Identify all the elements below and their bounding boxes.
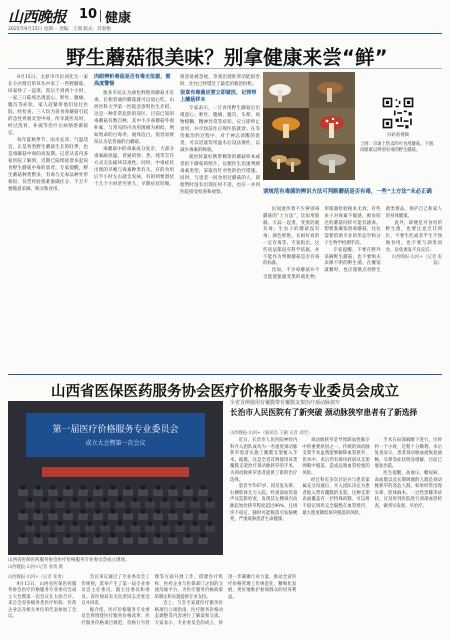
audience-seat: [33, 489, 43, 496]
audience-member: [58, 521, 63, 526]
audience-seat: [48, 489, 58, 496]
audience-seat: [130, 525, 140, 532]
audience-member: [186, 509, 191, 514]
paragraph: 手术在局部麻醉下进行，历时约一个小时，过程十分顺利。术后复查显示，患者颈动脉血流恢复通畅，头晕等症状明显缓解，目前已康复出院。: [374, 438, 442, 470]
audience-seat: [25, 501, 35, 508]
audience-member: [126, 533, 131, 538]
audience-seat: [63, 537, 73, 544]
photo-sidebar-caption: 上图：市场上售卖的可食用蘑菇。下图：肉眼难以辨别有毒的野生蘑菇。: [360, 142, 438, 154]
paragraph: 经过科室多次讨论并与患者家属充分沟通后，介入团队决定为患者植入带有覆膜的支架。这种支架表面覆盖有一层特殊的膜，可以将不稳定斑块完全隔绝在血管壁内，最大程度降低斑块脱落的风险。: [302, 477, 370, 516]
audience-seat: [145, 525, 155, 532]
mushroom-collage: [263, 72, 355, 180]
article2-columns: [8, 575, 297, 633]
section-rule: [8, 374, 442, 375]
audience-member: [28, 521, 33, 526]
article2-headline: 山西省医保医药服务协会医疗价格服务专业委员会成立: [51, 384, 399, 400]
audience-member: [201, 485, 206, 490]
audience-seat: [198, 513, 208, 520]
article1-byline: 山西晚报·山河+（记者 张磊）: [391, 254, 442, 267]
audience-member: [171, 509, 176, 514]
audience-seat: [175, 525, 185, 532]
audience-seat: [78, 489, 88, 496]
article3-columns: [230, 438, 442, 633]
page-number: 10: [79, 7, 98, 22]
audience-member: [141, 533, 146, 538]
audience-member: [111, 485, 116, 490]
section-divider: [100, 10, 101, 22]
audience-member: [51, 485, 56, 490]
paragraph: 很多市民认为颜色鲜艳的蘑菇才有毒，长相普通的蘑菇就可以放心吃。山西医科大学第一医院急诊科医生介绍，这是一种非常危险的误区。目前已知的毒蘑菇有数百种，其中不少毒蘑菇外观朴素，与常见的可食用菌极为相似，例如致命的白毒伞，通体洁白，很容易被误认为是普通的白蘑菇。: [94, 90, 174, 145]
audience-member: [178, 521, 183, 526]
article1-headline: 野生蘑菇很美味？别拿健康来尝“鲜”: [66, 46, 388, 69]
audience-seat: [153, 513, 163, 520]
paragraph: 比如，不少毒蘑菇并不含能使银器变黑的硫化物，用银器检验根本无效；有些虫子对毒素不敏感，被虫咬过的蘑菇同样可能有剧毒。想要准确鉴别毒蘑菇，往往需要借助专业的形态学和分子生物学检测手段。: [263, 207, 381, 280]
audience-seat: [123, 513, 133, 520]
masthead: [8, 6, 442, 26]
audience-member: [156, 485, 161, 490]
audience-seat: [40, 525, 50, 532]
screen-title: 第一届医疗价格服务专业委员会: [52, 425, 179, 435]
paragraph: 医生提醒，高血压、糖尿病、高血脂以及长期吸烟的人群是颈动脉狭窄的高危人群，如果经常出现头晕、肢体麻木、一过性黑矇等症状，应及时到医院进行颈部血管检查，做到早发现、早治疗。: [374, 470, 442, 509]
audience-seat: [138, 489, 148, 496]
audience-member: [21, 509, 26, 514]
audience-member: [51, 509, 56, 514]
paragraph: 近日，长治市人民医院神经内科介入团队成功为一名重度颈动脉狭窄患者实施了覆膜支架植入手术。据悉，这是全省首例使用该类覆膜支架治疗颈动脉狭窄的手术，为颈动脉狭窄患者提供了新的治疗选择。: [230, 438, 298, 483]
audience-member: [111, 533, 116, 538]
article1-left-columns: [8, 74, 260, 370]
audience-seat: [63, 489, 73, 496]
audience-member: [111, 509, 116, 514]
audience-seat: [160, 525, 170, 532]
audience-seat: [198, 537, 208, 544]
article2-byline: 山西晚报·山河+（记者 张勇）: [8, 575, 66, 580]
audience-seat: [25, 525, 35, 532]
audience-member: [141, 509, 146, 514]
audience-seat: [48, 513, 58, 520]
audience-member: [81, 509, 86, 514]
audience-member: [178, 497, 183, 502]
meeting-hall: [8, 401, 223, 555]
audience-seat: [48, 537, 58, 544]
qr-code-icon: [381, 96, 415, 130]
paragraph: 每年夏秋季节，雨水充沛、气温适宜，正是各类野生蘑菇生长的旺季，也是毒蘑菇中毒的高发期。记者从省内多家医院了解到，近期已陆续接诊多起误食野生蘑菇中毒的患者。专家提醒，野生蘑菇种类繁多，有毒与无毒品种外形相似，仅凭经验很难准确区分，千万不要随意采摘、购买和食用。: [8, 138, 88, 192]
paragraph: 据介绍，医疗价格服务专业委员会将围绕医疗服务价格改革、医疗服务价格项目规范、价格行为管理等方面开展工作，搭建医疗机构、医药企业与医保部门之间的交流沟通平台，为医疗服务价格政策的制定和实施提供专业支持。: [81, 575, 223, 626]
audience-seat: [18, 513, 28, 520]
paragraph: 颈动脉狭窄是导致缺血性脑卒中的重要原因之一。传统的颈动脉支架手术虽然能够解除血管狭窄，但术中、术后仍有斑块碎屑从支架网眼中脱落、造成远端血管栓塞的风险。: [302, 438, 370, 476]
audience-member: [156, 509, 161, 514]
audience-member: [126, 509, 131, 514]
audience-member: [208, 521, 213, 526]
audience-seat: [85, 525, 95, 532]
audience-member: [133, 497, 138, 502]
article3-kicker: 全省首例使用有覆膜带有覆膜支架治疗颈动脉狭窄: [230, 400, 341, 406]
audience-member: [58, 497, 63, 502]
audience-seat: [93, 537, 103, 544]
audience-seat: [168, 537, 178, 544]
audience-member: [51, 533, 56, 538]
audience-member: [81, 485, 86, 490]
audience-seat: [123, 537, 133, 544]
audience-member: [148, 521, 153, 526]
audience-seat: [18, 489, 28, 496]
audience-member: [66, 533, 71, 538]
audience-seat: [85, 501, 95, 508]
audience-seat: [198, 489, 208, 496]
presidium-table: [42, 467, 189, 477]
audience-seat: [100, 501, 110, 508]
audience-member: [88, 521, 93, 526]
article1-right-heading: 请规范有毒菌的辨识方法可判断蘑菇是否有毒，一些“土方法”未必正确: [263, 189, 432, 195]
headline-rule: [8, 68, 442, 69]
mushroom-photo: [263, 72, 355, 180]
audience-seat: [108, 537, 118, 544]
audience-seat: [153, 537, 163, 544]
paragraph: 专家表示，一旦食用野生蘑菇后出现恶心、呕吐、腹痛、腹泻、头晕、视物模糊、精神异常等症状，应立即停止食用，并尽快前往正规医院就诊。在等待救治的过程中，对于神志清醒的患者，可以适量饮用温水后设法催吐，以减少毒素的吸收。: [180, 106, 260, 153]
audience-member: [66, 485, 71, 490]
audience-seat: [183, 489, 193, 496]
article1-right-columns: [263, 207, 442, 370]
audience-seat: [168, 513, 178, 520]
qr-code[interactable]: [381, 96, 415, 130]
article3-headline: 长治市人民医院有了新突破 颈动脉狭窄患者有了新选择: [230, 408, 418, 417]
audience-member: [201, 533, 206, 538]
screen-subtitle: 成立大会暨第一次会议: [85, 440, 146, 447]
subheading: 肉眼辨析毒菇是否有毒无依据，需高度警惕: [94, 74, 171, 87]
masthead-rule: [8, 33, 442, 34]
audience-seat: [70, 501, 80, 508]
audience-seat: [55, 501, 65, 508]
audience-member: [88, 497, 93, 502]
audience-member: [171, 533, 176, 538]
audience-seat: [115, 501, 125, 508]
audience-seat: [70, 525, 80, 532]
audience-member: [171, 485, 176, 490]
audience-member: [186, 533, 191, 538]
article3-byline: 山西晚报·山河+（通讯员 王颖 记者 刘芳）: [230, 431, 313, 436]
audience-member: [186, 485, 191, 490]
paragraph: 9月13日，山西省医保医药服务协会医疗价格服务专业委员会成立大会暨第一次会议在太原召开。来自全省各级各类医疗机构、医药企业以及相关单位的代表参加了会议。: [8, 581, 77, 619]
audience-member: [36, 533, 41, 538]
audience-member: [21, 485, 26, 490]
audience-member: [148, 497, 153, 502]
audience-seat: [190, 525, 200, 532]
audience-seat: [205, 501, 215, 508]
paragraph: 民间流传着不少辨别毒蘑菇的“土方法”，比如用银器、大蒜一起煮，变黑的就有毒；生虫子的蘑菇没有毒；颜色鲜艳、长相好看的一定有毒等。专家指出，这些说法都没有科学依据，并不能作为判断蘑菇是否有毒的标准。: [263, 207, 320, 267]
audience-member: [126, 485, 131, 490]
audience-seat: [123, 489, 133, 496]
audience-member: [73, 497, 78, 502]
audience-seat: [130, 501, 140, 508]
audience-member: [141, 485, 146, 490]
audience-member: [81, 533, 86, 538]
paragraph: 9月15日，太原市市民刘先生一家在小区附近的草丛中采了一些野蘑菇，回家炒了一盘菜。饭后不到两个小时，一家三口陆续出现恶心、呕吐、腹痛、腹泻等症状，家人赶紧将他们送往医院。经检查，三人均为误食毒蘑菇引起的急性胃肠炎型中毒，所幸就医及时，经过洗胃、补液等治疗后病情逐渐稳定。: [8, 75, 88, 136]
audience-seat: [168, 489, 178, 496]
audience-member: [163, 521, 168, 526]
audience-member: [73, 521, 78, 526]
audience-seat: [183, 537, 193, 544]
audience-member: [193, 521, 198, 526]
audience-member: [28, 497, 33, 502]
paragraph: 会上，与会专家就医疗服务价格项目立项指南、医疗服务价格动态调整等内容进行了解读和交流。大家表示，专业委员会的成立，将进一步凝聚行业力量，推动全省医疗价格管理工作规范化、精细化发展，更好地维护参保群众的切身利益。: [154, 575, 297, 626]
audience-seat: [115, 525, 125, 532]
audience-seat: [93, 513, 103, 520]
audience-member: [66, 509, 71, 514]
audience-seat: [153, 489, 163, 496]
paragraph: 患者今年67岁，因反复头晕、右侧肢体无力入院。经颈部血管超声及造影检查，发现其左侧颈内动脉起始处狭窄程度超过90%，且斑块不稳定，随时可能脱落引发脑梗死，严重威胁患者生命健康。: [230, 484, 298, 523]
meeting-photo-credit: 山西晚报·山河+记者 张勇 摄: [8, 565, 63, 570]
subheading: 误食有毒菌应要立即就医，记得带上蘑菇样本: [180, 89, 257, 103]
qr-caption: 扫码看视频: [387, 133, 409, 138]
audience-seat: [55, 525, 65, 532]
audience-member: [103, 497, 108, 502]
audience-seat: [138, 513, 148, 520]
audience-seat: [100, 525, 110, 532]
audience-seat: [190, 501, 200, 508]
audience-seat: [160, 501, 170, 508]
meeting-photo: [8, 401, 223, 555]
audience-member: [96, 533, 101, 538]
audience-seat: [138, 537, 148, 544]
audience-member: [96, 509, 101, 514]
paragraph: 毒蘑菇中的毒素成分复杂，大部分毒素耐高温，普通的炒、煮、炖等烹饪方式无法破坏其毒性。同时，中毒症状出现的早晚与毒素种类有关，有的食用后半小时左右就会发病，有的则要潜伏十几个小时甚至更久，早期症状轻微，很容易被忽视，等到出现肝肾功能损害时，往往已经错过了最佳的救治时机。: [94, 75, 260, 187]
audience-seat: [145, 501, 155, 508]
audience-member: [21, 533, 26, 538]
audience-member: [36, 509, 41, 514]
audience-seat: [205, 525, 215, 532]
audience-member: [103, 521, 108, 526]
audience-member: [201, 509, 206, 514]
audience-seat: [78, 537, 88, 544]
paragraph: 就医时最好携带剩余的蘑菇样本或者拍下蘑菇的照片，以便医生迅速判断毒素类型，采取有针对性的治疗措施。同时，与患者一同食用过蘑菇的人，即使暂时没有出现任何不适，也应一并到医院接受检查和观察。: [180, 155, 260, 195]
audience-seat: [18, 537, 28, 544]
paragraph: 此外，即便是可食用的野生菌，也要注意烹饪到位，不要生吃或者半生不熟地食用，也不要与酒类同食，以免诱发不良反应。: [385, 220, 442, 253]
audience-seat: [108, 513, 118, 520]
audience-member: [43, 521, 48, 526]
audience-seat: [78, 513, 88, 520]
audience-seat: [93, 489, 103, 496]
masthead-logo: 山西晚报: [8, 8, 67, 26]
meeting-caption: 山西省医保医药服务协会医疗价格服务专业委员会成立现场。: [8, 558, 130, 563]
audience-member: [133, 521, 138, 526]
audience-member: [96, 485, 101, 490]
audience-member: [163, 497, 168, 502]
audience-member: [118, 521, 123, 526]
paragraph: 专家提醒，不要在野外采摘野生蘑菇，也不要购买来源不明的野生菌。在餐馆就餐时，也应谨慎点食野生菌类菜品，保护自己和家人的身体健康。: [324, 207, 442, 274]
audience-member: [43, 497, 48, 502]
audience-member: [36, 485, 41, 490]
audience-seat: [33, 537, 43, 544]
audience-seat: [183, 513, 193, 520]
audience-seat: [40, 501, 50, 508]
audience-member: [118, 497, 123, 502]
audience-seat: [108, 489, 118, 496]
audience-member: [193, 497, 198, 502]
dateline: 2025年9月15日 星期一 责编：王瑞 版式：苏春艳: [8, 27, 111, 32]
audience-member: [208, 497, 213, 502]
paragraph: 会议审议通过了专业委员会工作规则，选举产生了第一届专业委员会主任委员、副主任委员和委员。省医保局有关负责同志出席会议并讲话。: [81, 575, 150, 606]
section-name: 健康: [105, 11, 132, 26]
audience-seat: [33, 513, 43, 520]
audience-seat: [63, 513, 73, 520]
audience-seat: [175, 501, 185, 508]
audience-member: [156, 533, 161, 538]
